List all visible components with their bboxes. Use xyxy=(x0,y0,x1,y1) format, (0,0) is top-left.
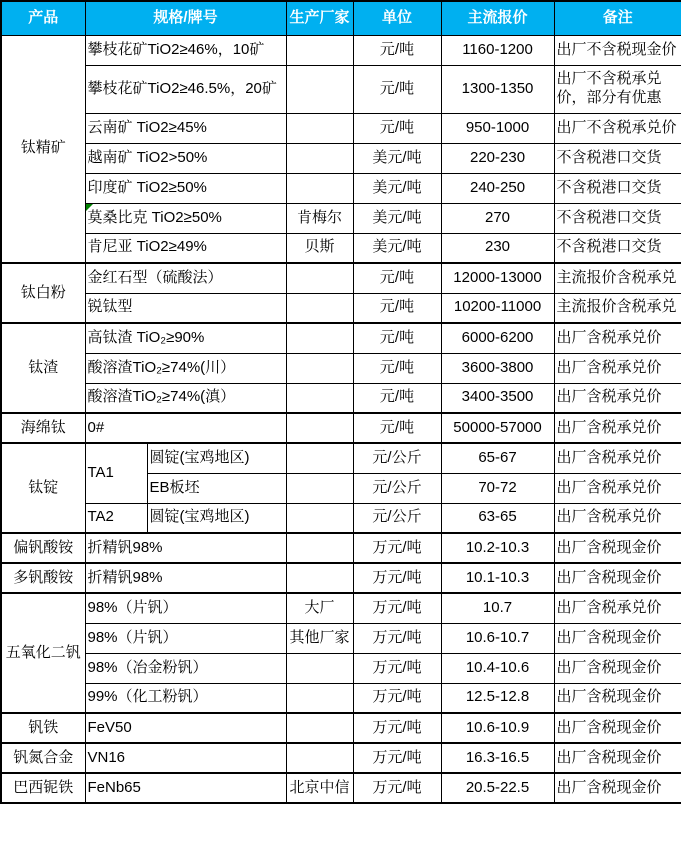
price-cell: 20.5-22.5 xyxy=(441,773,554,803)
unit-cell: 万元/吨 xyxy=(353,683,441,713)
unit-cell: 元/公斤 xyxy=(353,503,441,533)
maker-cell xyxy=(286,35,353,65)
maker-cell: 贝斯 xyxy=(286,233,353,263)
comment-flag-icon xyxy=(86,204,93,211)
table-row xyxy=(1,743,681,773)
product-cell: 巴西铌铁 xyxy=(1,773,85,803)
maker-cell: 北京中信 xyxy=(286,773,353,803)
price-cell: 230 xyxy=(441,233,554,263)
note-cell: 出厂含税承兑价 xyxy=(554,593,681,623)
maker-cell xyxy=(286,113,353,143)
price-cell: 63-65 xyxy=(441,503,554,533)
price-cell: 10.6-10.7 xyxy=(441,623,554,653)
product-cell: 钒氮合金 xyxy=(1,743,85,773)
maker-cell xyxy=(286,323,353,353)
note-cell: 主流报价含税承兑 xyxy=(554,293,681,323)
spec-cell: 0# xyxy=(85,413,286,443)
unit-cell: 元/公斤 xyxy=(353,443,441,473)
spec-cell: FeV50 xyxy=(85,713,286,743)
unit-cell: 万元/吨 xyxy=(353,653,441,683)
unit-cell: 万元/吨 xyxy=(353,563,441,593)
header-product: 产品 xyxy=(1,1,85,35)
table-row xyxy=(1,503,681,533)
price-cell: 65-67 xyxy=(441,443,554,473)
price-cell: 10.2-10.3 xyxy=(441,533,554,563)
spec-cell: 酸溶渣TiO₂≥74%(滇） xyxy=(85,383,286,413)
product-cell: 多钒酸铵 xyxy=(1,563,85,593)
product-cell: 钛白粉 xyxy=(1,263,85,323)
maker-cell xyxy=(286,383,353,413)
note-cell: 出厂含税现金价 xyxy=(554,563,681,593)
unit-cell: 美元/吨 xyxy=(353,173,441,203)
unit-cell: 元/吨 xyxy=(353,353,441,383)
spec-cell: 高钛渣 TiO₂≥90% xyxy=(85,323,286,353)
maker-cell xyxy=(286,503,353,533)
spec-cell: 98%（冶金粉钒） xyxy=(85,653,286,683)
table-row xyxy=(1,113,681,143)
header-note: 备注 xyxy=(554,1,681,35)
maker-cell xyxy=(286,533,353,563)
table-row xyxy=(1,263,681,293)
product-cell: 五氧化二钒 xyxy=(1,593,85,713)
spec-cell: 98%（片钒） xyxy=(85,593,286,623)
unit-cell: 美元/吨 xyxy=(353,203,441,233)
note-cell: 出厂含税现金价 xyxy=(554,773,681,803)
grade-cell: TA2 xyxy=(85,503,147,533)
price-cell: 10200-11000 xyxy=(441,293,554,323)
header-price: 主流报价 xyxy=(441,1,554,35)
header-row xyxy=(1,1,681,35)
price-cell: 12000-13000 xyxy=(441,263,554,293)
maker-cell xyxy=(286,413,353,443)
unit-cell: 元/吨 xyxy=(353,293,441,323)
maker-cell xyxy=(286,65,353,113)
spec-cell: 锐钛型 xyxy=(85,293,286,323)
unit-cell: 万元/吨 xyxy=(353,713,441,743)
note-cell: 出厂含税现金价 xyxy=(554,683,681,713)
unit-cell: 美元/吨 xyxy=(353,143,441,173)
table-row xyxy=(1,65,681,113)
maker-cell: 大厂 xyxy=(286,593,353,623)
product-cell: 钒铁 xyxy=(1,713,85,743)
price-cell: 950-1000 xyxy=(441,113,554,143)
spec-cell: 圆锭(宝鸡地区) xyxy=(147,503,286,533)
table-row xyxy=(1,173,681,203)
maker-cell xyxy=(286,293,353,323)
note-cell: 出厂含税承兑价 xyxy=(554,413,681,443)
grade-cell: TA1 xyxy=(85,443,147,503)
note-cell: 出厂不含税现金价 xyxy=(554,35,681,65)
maker-cell: 肯梅尔 xyxy=(286,203,353,233)
price-cell: 6000-6200 xyxy=(441,323,554,353)
price-cell: 270 xyxy=(441,203,554,233)
note-cell: 出厂含税现金价 xyxy=(554,533,681,563)
price-cell: 1300-1350 xyxy=(441,65,554,113)
unit-cell: 万元/吨 xyxy=(353,773,441,803)
table-row xyxy=(1,563,681,593)
table-row xyxy=(1,593,681,623)
table-row xyxy=(1,533,681,563)
table-row xyxy=(1,203,681,233)
spec-cell: VN16 xyxy=(85,743,286,773)
maker-cell xyxy=(286,653,353,683)
header-unit: 单位 xyxy=(353,1,441,35)
note-cell: 出厂含税承兑价 xyxy=(554,443,681,473)
note-cell: 出厂不含税承兑价，部分有优惠 xyxy=(554,65,681,113)
spec-cell: 折精钒98% xyxy=(85,563,286,593)
table-row xyxy=(1,443,681,473)
spec-cell: 印度矿 TiO2≥50% xyxy=(85,173,286,203)
spec-cell: 莫桑比克 TiO2≥50% xyxy=(85,203,286,233)
spec-cell: 折精钒98% xyxy=(85,533,286,563)
note-cell: 不含税港口交货 xyxy=(554,233,681,263)
table-row xyxy=(1,233,681,263)
note-cell: 主流报价含税承兑 xyxy=(554,263,681,293)
maker-cell xyxy=(286,143,353,173)
note-cell: 出厂含税承兑价 xyxy=(554,503,681,533)
maker-cell xyxy=(286,473,353,503)
unit-cell: 万元/吨 xyxy=(353,743,441,773)
product-cell: 钛锭 xyxy=(1,443,85,533)
unit-cell: 元/公斤 xyxy=(353,473,441,503)
price-cell: 1160-1200 xyxy=(441,35,554,65)
table-row xyxy=(1,413,681,443)
spec-cell: FeNb65 xyxy=(85,773,286,803)
maker-cell xyxy=(286,173,353,203)
table-row xyxy=(1,713,681,743)
unit-cell: 万元/吨 xyxy=(353,533,441,563)
maker-cell xyxy=(286,683,353,713)
price-cell: 220-230 xyxy=(441,143,554,173)
price-cell: 12.5-12.8 xyxy=(441,683,554,713)
table-row xyxy=(1,683,681,713)
spec-cell: 金红石型（硫酸法） xyxy=(85,263,286,293)
price-cell: 10.1-10.3 xyxy=(441,563,554,593)
header-spec: 规格/牌号 xyxy=(85,1,286,35)
note-cell: 出厂不含税承兑价 xyxy=(554,113,681,143)
price-cell: 3400-3500 xyxy=(441,383,554,413)
note-cell: 出厂含税现金价 xyxy=(554,653,681,683)
unit-cell: 美元/吨 xyxy=(353,233,441,263)
header-maker: 生产厂家 xyxy=(286,1,353,35)
note-cell: 出厂含税承兑价 xyxy=(554,353,681,383)
spec-cell: 98%（片钒） xyxy=(85,623,286,653)
note-cell: 不含税港口交货 xyxy=(554,143,681,173)
maker-cell xyxy=(286,743,353,773)
unit-cell: 元/吨 xyxy=(353,263,441,293)
maker-cell xyxy=(286,563,353,593)
note-cell: 出厂含税现金价 xyxy=(554,713,681,743)
price-cell: 240-250 xyxy=(441,173,554,203)
table-row xyxy=(1,353,681,383)
spec-cell: 越南矿 TiO2>50% xyxy=(85,143,286,173)
maker-cell xyxy=(286,713,353,743)
price-cell: 70-72 xyxy=(441,473,554,503)
table-row xyxy=(1,383,681,413)
table-row xyxy=(1,293,681,323)
product-cell: 钛精矿 xyxy=(1,35,85,263)
table-row xyxy=(1,653,681,683)
unit-cell: 万元/吨 xyxy=(353,623,441,653)
maker-cell xyxy=(286,353,353,383)
price-cell: 50000-57000 xyxy=(441,413,554,443)
note-cell: 出厂含税承兑价 xyxy=(554,383,681,413)
price-cell: 10.4-10.6 xyxy=(441,653,554,683)
unit-cell: 元/吨 xyxy=(353,413,441,443)
price-cell: 10.7 xyxy=(441,593,554,623)
unit-cell: 元/吨 xyxy=(353,65,441,113)
price-table-body xyxy=(1,35,681,803)
maker-cell xyxy=(286,443,353,473)
spec-cell: 酸溶渣TiO₂≥74%(川） xyxy=(85,353,286,383)
price-cell: 3600-3800 xyxy=(441,353,554,383)
note-cell: 不含税港口交货 xyxy=(554,173,681,203)
note-cell: 出厂含税现金价 xyxy=(554,623,681,653)
unit-cell: 元/吨 xyxy=(353,383,441,413)
unit-cell: 元/吨 xyxy=(353,35,441,65)
unit-cell: 万元/吨 xyxy=(353,593,441,623)
table-row xyxy=(1,323,681,353)
product-cell: 海绵钛 xyxy=(1,413,85,443)
spec-cell: 肯尼亚 TiO2≥49% xyxy=(85,233,286,263)
note-cell: 出厂含税承兑价 xyxy=(554,473,681,503)
product-cell: 偏钒酸铵 xyxy=(1,533,85,563)
note-cell: 出厂含税现金价 xyxy=(554,743,681,773)
spec-cell: 圆锭(宝鸡地区) xyxy=(147,443,286,473)
unit-cell: 元/吨 xyxy=(353,113,441,143)
price-cell: 10.6-10.9 xyxy=(441,713,554,743)
maker-cell: 其他厂家 xyxy=(286,623,353,653)
spec-cell: 攀枝花矿TiO2≥46.5%，20矿 xyxy=(85,65,286,113)
price-cell: 16.3-16.5 xyxy=(441,743,554,773)
table-row xyxy=(1,143,681,173)
spec-cell: 云南矿 TiO2≥45% xyxy=(85,113,286,143)
table-row xyxy=(1,773,681,803)
spec-cell: 99%（化工粉钒） xyxy=(85,683,286,713)
product-cell: 钛渣 xyxy=(1,323,85,413)
note-cell: 出厂含税承兑价 xyxy=(554,323,681,353)
spec-cell: 攀枝花矿TiO2≥46%，10矿 xyxy=(85,35,286,65)
unit-cell: 元/吨 xyxy=(353,323,441,353)
spec-cell: EB板坯 xyxy=(147,473,286,503)
maker-cell xyxy=(286,263,353,293)
table-row xyxy=(1,35,681,65)
table-row xyxy=(1,623,681,653)
note-cell: 不含税港口交货 xyxy=(554,203,681,233)
